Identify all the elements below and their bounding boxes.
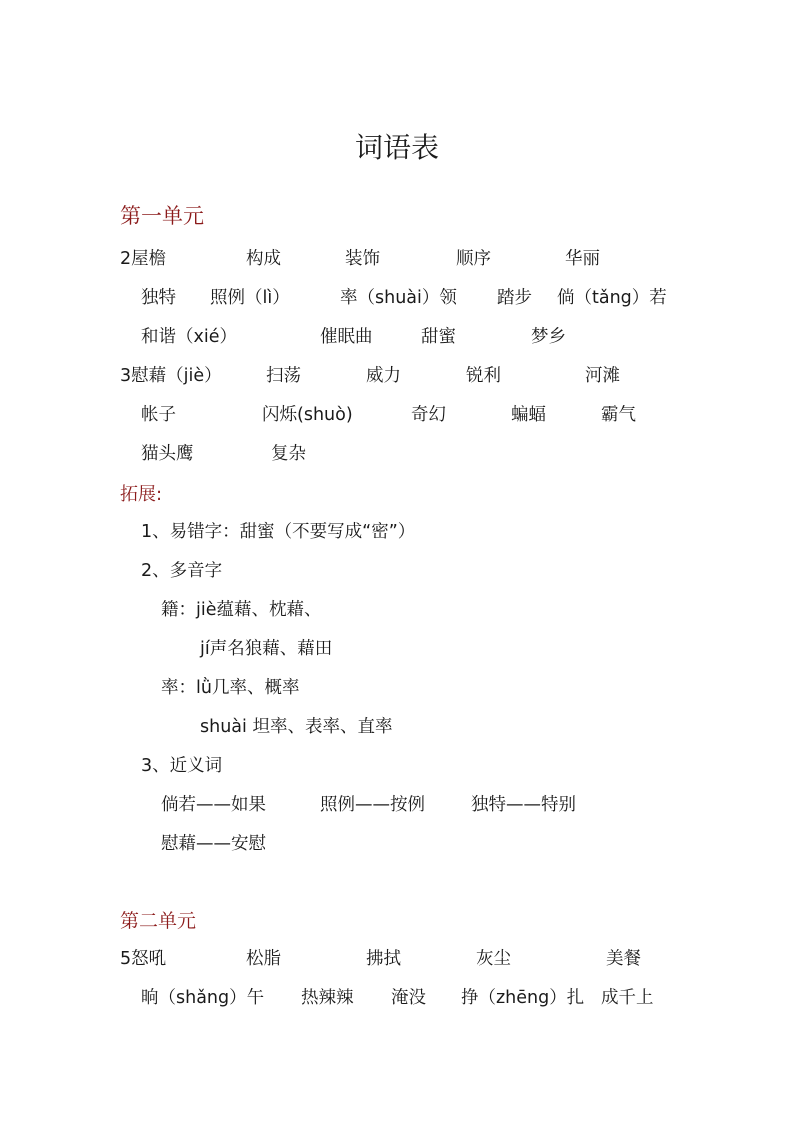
word: 威力 xyxy=(366,366,401,386)
word: 热辣辣 xyxy=(301,988,354,1008)
word: 河滩 xyxy=(585,366,620,386)
word: 扫荡 xyxy=(266,366,301,386)
word: 锐利 xyxy=(466,366,501,386)
word: 独特 xyxy=(141,288,176,308)
word: 复杂 xyxy=(271,444,306,464)
synonym: 独特——特别 xyxy=(471,795,576,815)
word: 挣（zhēng）扎 xyxy=(461,988,585,1008)
word: 照例（lì） xyxy=(210,288,290,308)
word: 踏步 xyxy=(497,288,532,308)
word: 构成 xyxy=(246,249,281,269)
word: 蝙蝠 xyxy=(511,405,546,425)
unit1-heading: 第一单元 xyxy=(120,204,204,228)
word: 奇幻 xyxy=(411,405,446,425)
word: 3慰藉（jiè） xyxy=(120,366,222,386)
word: 顺序 xyxy=(456,249,491,269)
word: 拂拭 xyxy=(366,949,401,969)
extension-item: 2、多音字 xyxy=(141,561,223,581)
word: 和谐（xié） xyxy=(141,327,237,347)
word: 5怒吼 xyxy=(120,949,167,969)
word: 甜蜜 xyxy=(421,327,456,347)
polyphone-line: jí声名狼藉、藉田 xyxy=(200,639,333,659)
word: 梦乡 xyxy=(531,327,566,347)
extension-item: 1、易错字：甜蜜（不要写成“密”） xyxy=(141,522,416,542)
word: 率（shuài）领 xyxy=(340,288,457,308)
word: 晌（shǎng）午 xyxy=(141,988,265,1008)
word: 灰尘 xyxy=(476,949,511,969)
word: 猫头鹰 xyxy=(141,444,194,464)
word: 闪烁(shuò) xyxy=(262,405,353,425)
word: 2屋檐 xyxy=(120,249,167,269)
polyphone-line: 率：lǜ几率、概率 xyxy=(161,678,300,698)
extension-heading: 拓展: xyxy=(120,484,163,505)
word: 美餐 xyxy=(606,949,641,969)
polyphone-line: 籍：jiè蕴藉、枕藉、 xyxy=(161,600,322,620)
word: 装饰 xyxy=(345,249,380,269)
word: 帐子 xyxy=(141,405,176,425)
synonym: 倘若——如果 xyxy=(161,795,266,815)
extension-item: 3、近义词 xyxy=(141,756,223,776)
synonym: 慰藉——安慰 xyxy=(161,834,266,854)
unit2-heading: 第二单元 xyxy=(120,910,197,932)
word: 霸气 xyxy=(601,405,636,425)
page-title: 词语表 xyxy=(355,131,440,164)
word: 催眠曲 xyxy=(320,327,373,347)
word: 华丽 xyxy=(565,249,600,269)
word: 松脂 xyxy=(246,949,281,969)
word: 淹没 xyxy=(391,988,426,1008)
polyphone-line: shuài 坦率、表率、直率 xyxy=(200,717,393,737)
word: 成千上 xyxy=(601,988,654,1008)
word: 倘（tǎng）若 xyxy=(557,288,667,308)
synonym: 照例——按例 xyxy=(320,795,425,815)
